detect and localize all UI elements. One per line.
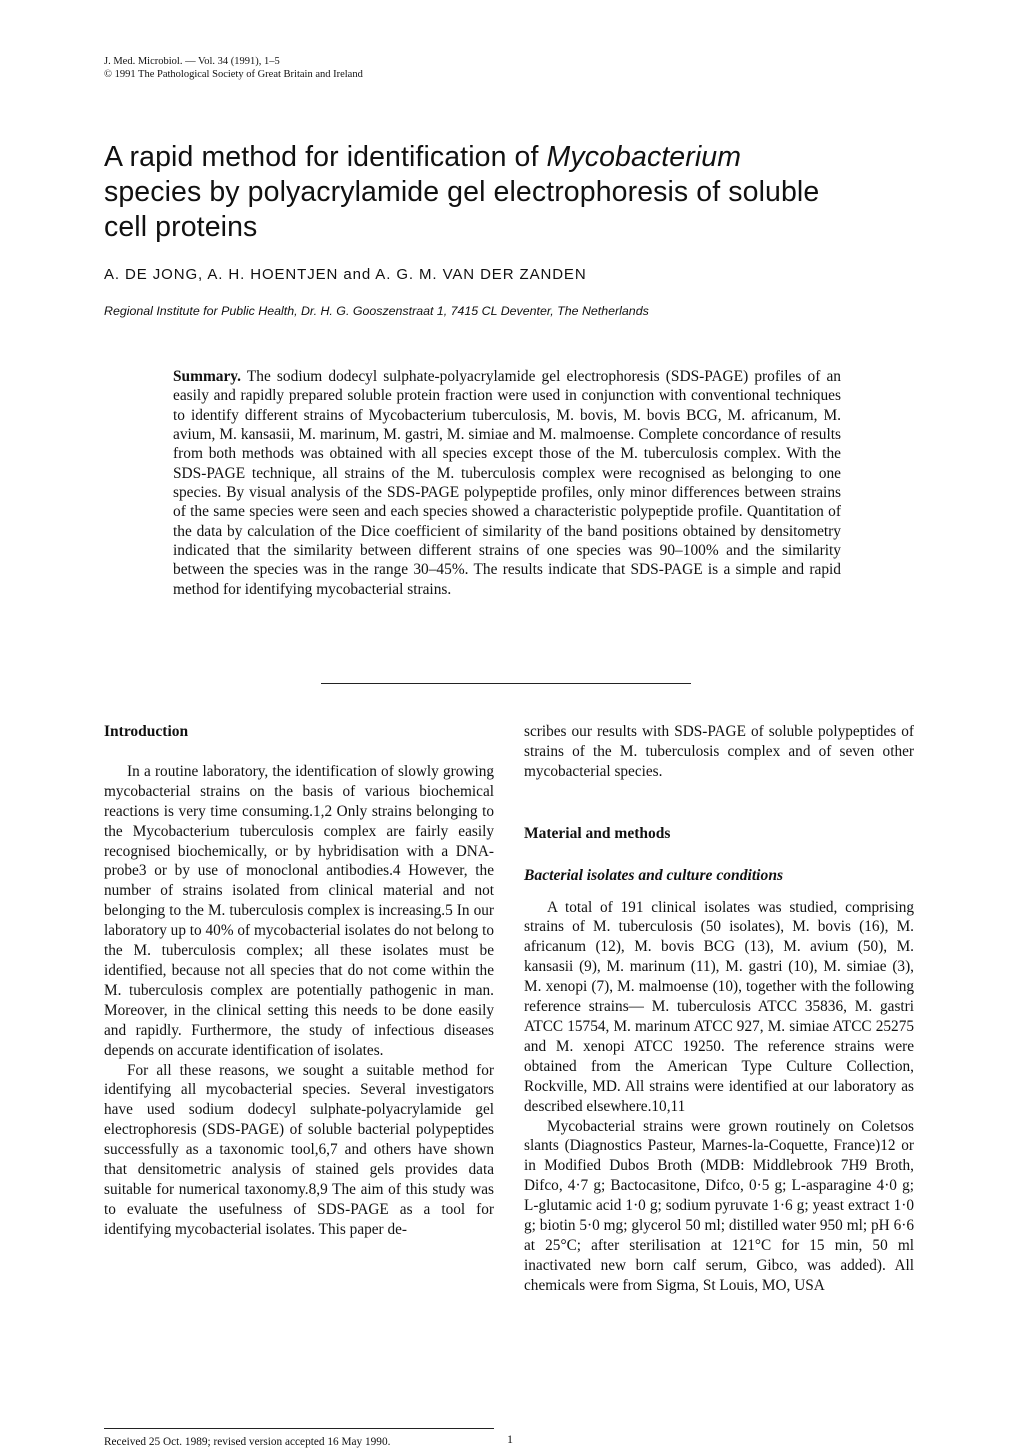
- author-list: A. DE JONG, A. H. HOENTJEN and A. G. M. VAN DER ZANDEN: [104, 266, 587, 283]
- title-text: A rapid method for identification of: [104, 141, 547, 173]
- methods-heading: Material and methods: [524, 824, 671, 842]
- journal-copyright: © 1991 The Pathological Society of Great Britain and Ireland: [104, 69, 363, 80]
- title-genus: Mycobacterium: [546, 141, 742, 173]
- methods-paragraph-2: Mycobacterial strains were grown routinely on Coletsos slants (Diagnostics Pasteur, Marnes-la-Coquette, France)12 or in Modified Dubos Broth (MDB: Middlebrook 7H9 Broth, Difco, 4·7 g; Bactocasitone, Difco, 0·5 g; L-asparagine 4·0 g; L-glutamic acid 1·0 g; sodium pyruvate 1·6 g; yeast extract 1·0 g; biotin 5·0 mg; glycerol 50 ml; distilled water 950 ml; pH 6·6 at 25°C; after sterilisation at 121°C for 15 min, 50 ml inactivated new born calf serum, Gibco, was added). All chemicals were from Sigma, St Louis, MO, USA: [524, 1117, 914, 1294]
- summary-abstract: [173, 367, 841, 599]
- page-number: 1: [507, 1432, 513, 1446]
- journal-citation: J. Med. Microbiol. — Vol. 34 (1991), 1–5: [104, 56, 280, 67]
- right-column: [524, 722, 914, 1296]
- affiliation: Regional Institute for Public Health, Dr. H. G. Gooszenstraat 1, 7415 CL Deventer, The Netherlands: [104, 304, 649, 318]
- title-line-1: [104, 140, 924, 175]
- isolates-subheading: Bacterial isolates and culture conditions: [524, 866, 784, 884]
- title-line-2: species by polyacrylamide gel electrophoresis of soluble: [104, 176, 820, 208]
- methods-paragraph-1: A total of 191 clinical isolates was studied, comprising strains of M. tuberculosis (50 isolates), M. bovis (16), M. africanum (12), M. bovis BCG (13), M. avium (50), M. kansasii (9), M. marinum (11), M. gastri (10), M. simiae (3), M. xenopi (7), M. malmoense (10), together with the following reference strains— M. tuberculosis ATCC 35836, M. gastri ATCC 15754, M. marinum ATCC 927, M. simiae ATCC 25275 and M. xenopi ATCC 19250. The reference strains were obtained from the American Type Culture Collection, Rockville, MD. All strains were identified at our laboratory as described elsewhere.10,11: [524, 898, 914, 1115]
- summary-text: The sodium dodecyl sulphate-polyacrylamide gel electrophoresis (SDS-PAGE) profiles of an easily and rapidly prepared soluble protein fraction were used in conjunction with conventional techniques to identify different strains of Mycobacterium tuberculosis, M. bovis, M. bovis BCG, M. africanum, M. avium, M. kansasii, M. marinum, M. gastri, M. simiae and M. malmoense. Complete concordance of results from both methods was obtained with all species except those of the M. tuberculosis complex. With the SDS-PAGE technique, all strains of the M. tuberculosis complex were recognised as belonging to one species. By visual analysis of the SDS-PAGE polypeptide profiles, only minor differences between strains of the same species were seen and each species showed a characteristic polypeptide profile. Quantitation of the data by calculation of the Dice coefficient of similarity of the band positions obtained by densitometry indicated that the similarity between different strains of one species was 90–100% and the similarity between the species was in the range 30–45%. The results indicate that SDS-PAGE is a simple and rapid method for identifying mycobacterial strains.: [173, 368, 841, 598]
- received-footnote: Received 25 Oct. 1989; revised version accepted 16 May 1990.: [104, 1436, 391, 1448]
- journal-header: [104, 55, 363, 81]
- section-divider: [321, 683, 691, 684]
- summary-label: Summary.: [173, 368, 241, 385]
- left-column: [104, 722, 494, 1240]
- intro-paragraph-2: For all these reasons, we sought a suitable method for identifying all mycobacterial species. Several investigators have used sodium dodecyl sulphate-polyacrylamide gel electrophoresis (SDS-PAGE) of soluble bacterial polypeptides successfully as a taxonomic tool,6,7 and others have shown that densitometric analysis of stained gels provides data suitable for numerical taxonomy.8,9 The aim of this study was to evaluate the usefulness of SDS-PAGE as a tool for identifying mycobacterial isolates. This paper de-: [104, 1061, 494, 1238]
- introduction-heading: Introduction: [104, 723, 189, 740]
- footnote-rule: [104, 1428, 494, 1429]
- intro-paragraph-1: In a routine laboratory, the identification of slowly growing mycobacterial strains on the basis of various biochemical reactions is very time consuming.1,2 Only strains belonging to the Mycobacterium tuberculosis complex are fairly easily recognised biochemically, or by hybridisation with a DNA-probe3 or by use of monoclonal antibodies.4 However, the number of strains isolated from clinical material and not belonging to the M. tuberculosis complex is increasing.5 In our laboratory up to 40% of mycobacterial isolates do not belong to the M. tuberculosis complex; all these isolates must be identified, because not all species that do not come within the M. tuberculosis complex are potentially pathogenic in man. Moreover, in the clinical setting this needs to be done easily and rapidly. Furthermore, the study of infectious diseases depends on accurate identification of isolates.: [104, 762, 494, 1059]
- continued-paragraph: scribes our results with SDS-PAGE of soluble polypeptides of strains of the M. tuberculosis complex and of seven other mycobacterial species.: [524, 723, 914, 780]
- title-line-3: cell proteins: [104, 211, 258, 243]
- article-title: [104, 140, 924, 245]
